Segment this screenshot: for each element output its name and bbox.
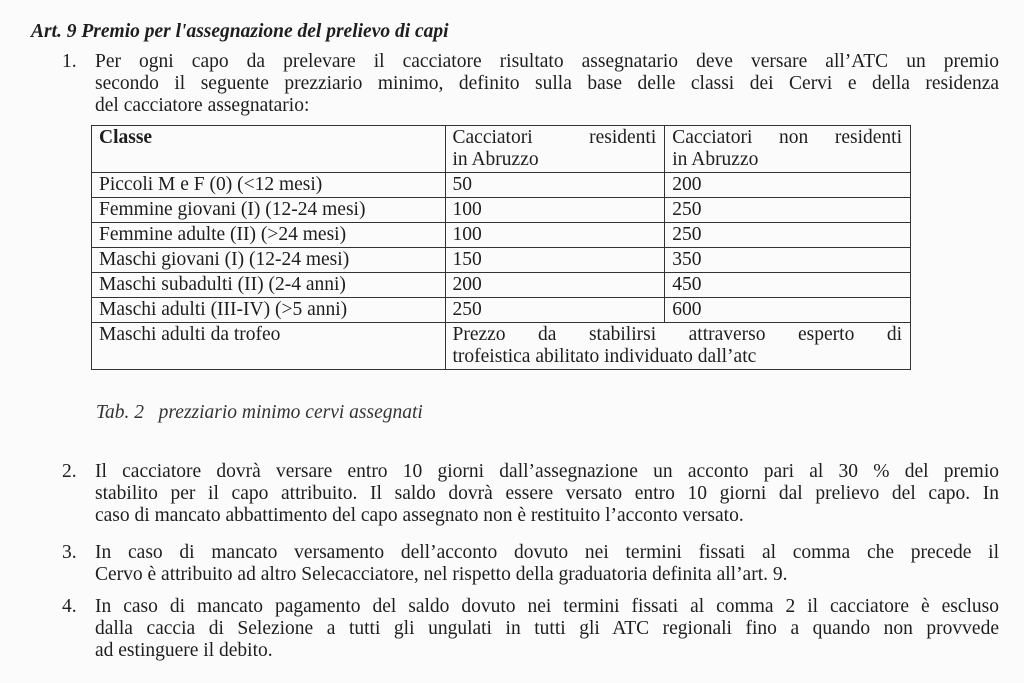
text-line: Per ogni capo da prelevare il cacciatore risultato assegnatario deve versare all’ATC un premio	[95, 51, 999, 72]
cell-non-residenti: 250	[665, 223, 911, 248]
list-number: 2.	[62, 461, 77, 482]
cell-classe: Maschi giovani (I) (12-24 mesi)	[92, 248, 446, 273]
cell-residenti: 100	[445, 223, 665, 248]
header-label: Classe	[99, 127, 153, 148]
list-number: 1.	[62, 51, 77, 72]
cell-residenti: 150	[445, 248, 665, 273]
text-line: del cacciatore assegnatario:	[95, 95, 310, 116]
cell-residenti: 50	[445, 173, 665, 198]
text-line: trofeistica abilitato individuato dall’atc	[452, 346, 757, 367]
article-title: Art. 9 Premio per l'assegnazione del prelievo di capi	[31, 21, 449, 42]
cell-non-residenti: 200	[665, 173, 911, 198]
cell-classe: Maschi subadulti (II) (2-4 anni)	[92, 273, 446, 298]
cell-classe: Maschi adulti da trofeo	[92, 323, 446, 370]
table-row	[92, 248, 911, 273]
table-caption: Tab. 2 prezziario minimo cervi assegnati	[96, 402, 423, 423]
cell-non-residenti: 450	[665, 273, 911, 298]
price-table	[91, 125, 911, 370]
header-classe	[92, 126, 446, 173]
list-number: 4.	[62, 596, 77, 617]
table-row	[92, 223, 911, 248]
header-label: Cacciatori residenti	[452, 127, 657, 148]
table-row	[92, 273, 911, 298]
cell-classe: Piccoli M e F (0) (<12 mesi)	[92, 173, 446, 198]
cell-non-residenti: 600	[665, 298, 911, 323]
cell-non-residenti: 350	[665, 248, 911, 273]
table-header-row	[92, 126, 911, 173]
list-item-text	[95, 542, 999, 586]
text-line: dalla caccia di Selezione a tutti gli ungulati in tutti gli ATC regionali fino a quando non provvede	[95, 618, 999, 639]
header-label: Cacciatori non residenti	[672, 127, 902, 148]
list-item-text	[95, 596, 999, 662]
cell-trophy-price	[445, 323, 911, 370]
table-row	[92, 173, 911, 198]
text-line: secondo il seguente prezziario minimo, definito sulla base delle classi dei Cervi e della residenza	[95, 73, 999, 94]
text-line: In caso di mancato versamento dell’acconto dovuto nei termini fissati al comma che precede il	[95, 542, 999, 563]
table-row	[92, 198, 911, 223]
list-item-text	[95, 51, 999, 117]
text-line: In caso di mancato pagamento del saldo dovuto nei termini fissati al comma 2 il cacciatore è escluso	[95, 596, 999, 617]
text-line: Prezzo da stabilirsi attraverso esperto di	[452, 324, 902, 345]
header-non-residenti	[665, 126, 911, 173]
list-item-text	[95, 461, 999, 527]
text-line: caso di mancato abbattimento del capo assegnato non è restituito l’acconto versato.	[95, 505, 744, 526]
text-line: Il cacciatore dovrà versare entro 10 giorni dall’assegnazione un acconto pari al 30 % del premio	[95, 461, 999, 482]
cell-classe: Maschi adulti (III-IV) (>5 anni)	[92, 298, 446, 323]
cell-residenti: 200	[445, 273, 665, 298]
cell-residenti: 250	[445, 298, 665, 323]
cell-non-residenti: 250	[665, 198, 911, 223]
cell-classe: Femmine giovani (I) (12-24 mesi)	[92, 198, 446, 223]
header-label: in Abruzzo	[452, 149, 539, 170]
text-line: ad estinguere il debito.	[95, 640, 273, 661]
header-residenti	[445, 126, 665, 173]
table-row	[92, 298, 911, 323]
header-label: in Abruzzo	[672, 149, 759, 170]
table-row-trophy	[92, 323, 911, 370]
cell-classe: Femmine adulte (II) (>24 mesi)	[92, 223, 446, 248]
list-number: 3.	[62, 542, 77, 563]
cell-residenti: 100	[445, 198, 665, 223]
text-line: Cervo è attribuito ad altro Selecacciatore, nel rispetto della graduatoria definita all’art. 9.	[95, 564, 788, 585]
text-line: stabilito per il capo attribuito. Il saldo dovrà essere versato entro 10 giorni dal prelievo del capo. In	[95, 483, 999, 504]
